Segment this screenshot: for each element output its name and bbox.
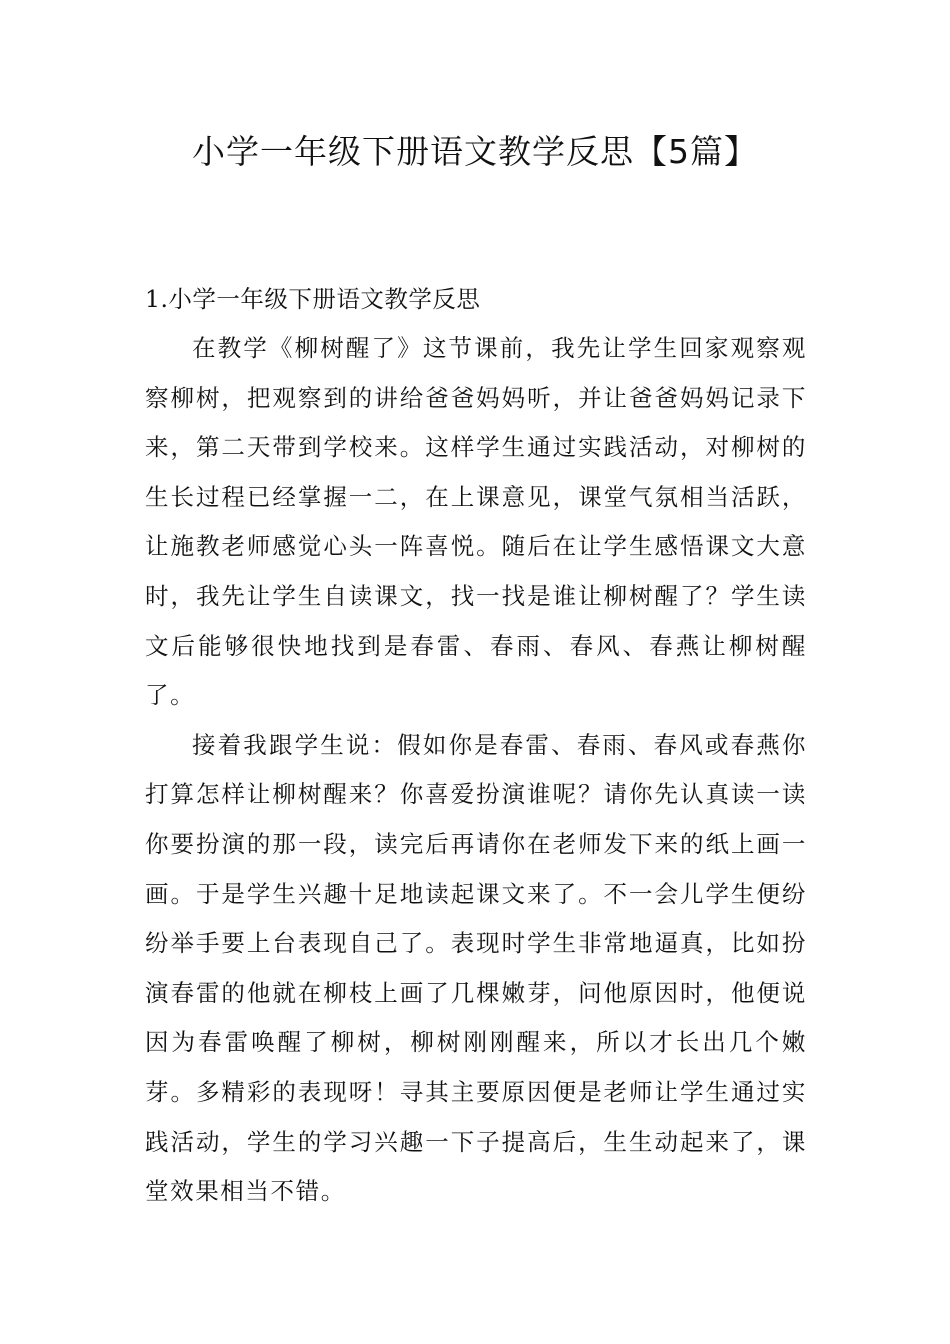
paragraph: 接着我跟学生说：假如你是春雷、春雨、春风或春燕你打算怎样让柳树醒来？你喜爱扮演谁呢？请你先认真读一读你要扮演的那一段，读完后再请你在老师发下来的纸上画一画。于是学生兴趣十足地读起课文来了。不一会儿学生便纷纷举手要上台表现自己了。表现时学生非常地逼真，比如扮演春雷的他就在柳枝上画了几棵嫩芽，问他原因时，他便说因为春雷唤醒了柳树，柳树刚刚醒来，所以才长出几个嫩芽。多精彩的表现呀！寻其主要原因便是老师让学生通过实践活动，学生的学习兴趣一下子提高后，生生动起来了，课堂效果相当不错。 [145,730,807,1206]
paragraph: 在教学《柳树醒了》这节课前，我先让学生回家观察观察柳树，把观察到的讲给爸爸妈妈听，并让爸爸妈妈记录下来，第二天带到学校来。这样学生通过实践活动，对柳树的生长过程已经掌握一二，在上课意见，课堂气氛相当活跃，让施教老师感觉心头一阵喜悦。随后在让学生感悟课文大意时，我先让学生自读课文，找一找是谁让柳树醒了？学生读文后能够很快地找到是春雷、春雨、春风、春燕让柳树醒了。 [145,334,807,710]
document-title: 小学一年级下册语文教学反思【5篇】 [192,132,758,171]
document-body [145,274,807,1217]
section-heading: 1.小学一年级下册语文教学反思 [145,285,481,313]
